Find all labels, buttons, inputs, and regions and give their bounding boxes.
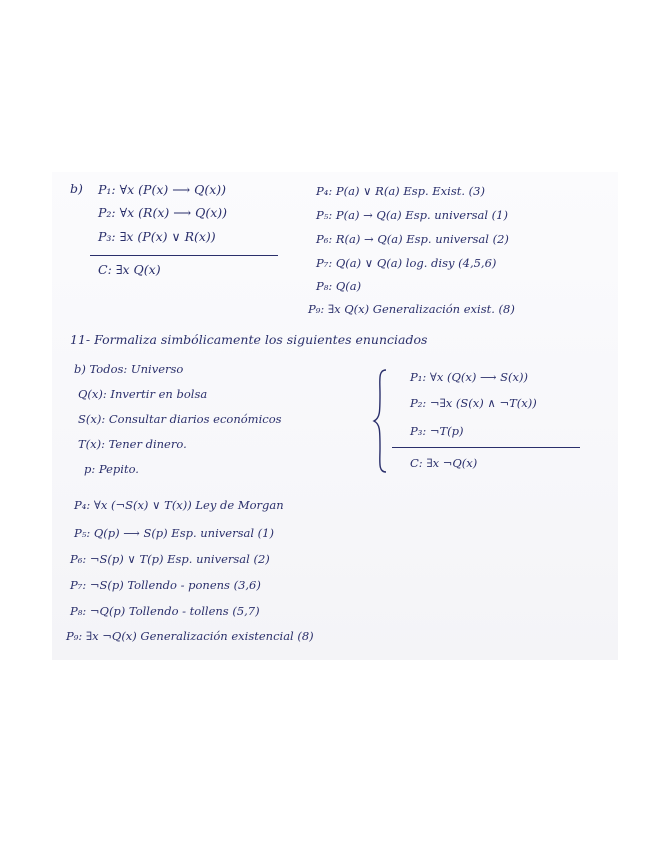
conclusion2-divider [392,447,580,448]
step-p7: P₇: Q(a) ∨ Q(a) log. disy (4,5,6) [316,256,497,270]
step2-p9: P₉: ∃x ¬Q(x) Generalización existencial (8) [66,629,314,643]
premise2-p1: P₁: ∀x (Q(x) ⟶ S(x)) [410,370,528,384]
premise-p3: P₃: ∃x (P(x) ∨ R(x)) [98,229,216,244]
step-p6: P₆: R(a) → Q(a) Esp. universal (2) [316,232,509,246]
universe-label: b) Todos: Universo [74,362,184,376]
step2-p8: P₈: ¬Q(p) Tollendo - tollens (5,7) [70,604,260,618]
curly-brace [372,368,388,474]
conclusion-divider [90,255,278,256]
definition-s: S(x): Consultar diarios económicos [78,412,282,426]
exercise-heading: 11- Formaliza simbólicamente los siguientes enunciados [70,332,428,347]
step2-p6: P₆: ¬S(p) ∨ T(p) Esp. universal (2) [70,552,270,566]
definition-t: T(x): Tener dinero. [78,437,187,451]
conclusion2: C: ∃x ¬Q(x) [410,456,478,470]
premise-p1: P₁: ∀x (P(x) ⟶ Q(x)) [98,182,227,197]
step2-p5: P₅: Q(p) ⟶ S(p) Esp. universal (1) [74,526,274,540]
premise2-p3: P₃: ¬T(p) [410,424,464,438]
part-b-label: b) [70,181,83,196]
step-p4: P₄: P(a) ∨ R(a) Esp. Exist. (3) [316,184,485,198]
conclusion: C: ∃x Q(x) [98,262,161,277]
step-p9: P₉: ∃x Q(x) Generalización exist. (8) [308,302,515,316]
step2-p4: P₄: ∀x (¬S(x) ∨ T(x)) Ley de Morgan [74,498,284,512]
step-p8: P₈: Q(a) [316,279,362,293]
premise-p2: P₂: ∀x (R(x) ⟶ Q(x)) [98,205,228,220]
definition-p: p: Pepito. [84,462,139,476]
step2-p7: P₇: ¬S(p) Tollendo - ponens (3,6) [70,578,261,592]
premise2-p2: P₂: ¬∃x (S(x) ∧ ¬T(x)) [410,396,537,410]
step-p5: P₅: P(a) → Q(a) Esp. universal (1) [316,208,508,222]
definition-q: Q(x): Invertir en bolsa [78,387,208,401]
